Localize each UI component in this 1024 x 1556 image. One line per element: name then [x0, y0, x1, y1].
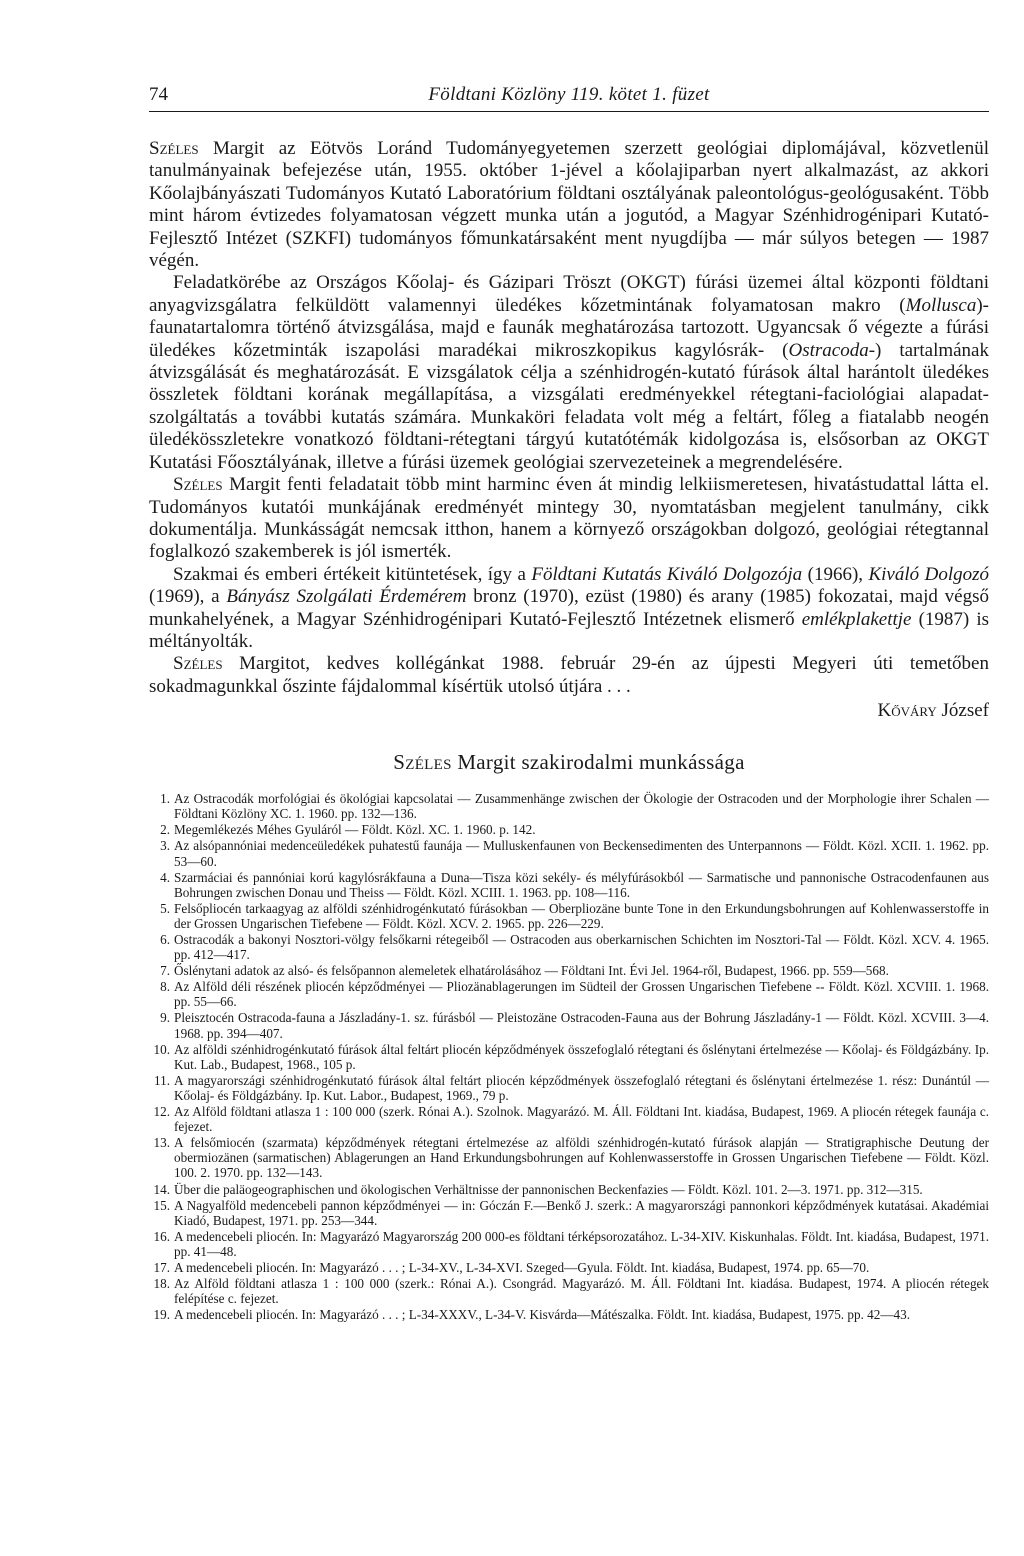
bibliography-item-number: 10. [153, 1041, 170, 1057]
bibliography-item-text: Az alföldi szénhidrogénkutató fúrások által feltárt pliocén képződmények összefoglaló rétegtani és őslénytani értelmezése — Kőolaj- és Földgázbány. Ip. Kut. Lab., Budapest, 1968., 105 p. [174, 1041, 989, 1072]
bibliography-item [153, 1041, 989, 1072]
bibliography-item-text: Az Ostracodák morfológiai és ökológiai kapcsolatai — Zusammenhänge zwischen der Ökologie der Ostracoden und der Morphologie ihrer Schalen — Földtani Közlöny XC. 1. 1960. pp. 132—136. [174, 791, 989, 822]
bibliography-item [153, 1197, 989, 1228]
italic-text: Ostracoda- [788, 339, 876, 361]
italic-text: Mollusca [905, 294, 977, 316]
signature-given-name: József [936, 700, 989, 722]
person-name: Széles [173, 653, 223, 675]
bibliography-item-number: 5. [160, 900, 170, 916]
bibliography-item-text: A medencebeli pliocén. In: Magyarázó . . . ; L-34-XXXV., L-34-V. Kisvárda—Mátészalka. Földt. Int. kiadása, Budapest, 1975. pp. 42—43. [174, 1307, 911, 1323]
bibliography-item-text: Über die paläogeographischen und ökologischen Verhältnisse der pannonischen Beckenfazies — Földt. Közl. 101. 2—3. 1971. pp. 312—315. [174, 1181, 923, 1197]
bibliography-item-text: Az Alföld földtani atlasza 1 : 100 000 (szerk. Rónai A.). Szolnok. Magyarázó. M. Áll. Földtani Int. kiadása, Budapest, 1969. A pliocén rétegek faunája c. fejezet. [174, 1104, 989, 1135]
bibliography-item [160, 979, 989, 1010]
bibliography-item [160, 963, 989, 979]
bibliography-item-number: 1. [160, 791, 170, 807]
bibliography-item-text: Felsőpliocén tarkaagyag az alföldi szénhidrogénkutató fúrásokban — Oberpliozäne bunte Tone in den Erkundungsbohrungen auf Kohlenwasserstoffe in der Grossen Ungarischen Tiefebene — Földt. Közl. XCV. 2. 1965. pp. 226—229. [174, 900, 989, 931]
body-paragraph [149, 272, 989, 474]
bibliography-item-number: 2. [160, 822, 170, 838]
bibliography-item [160, 838, 989, 869]
bibliography-item-text: Az alsópannóniai medenceüledékek puhatestű faunája — Mulluskenfaunen von Beckensedimenten des Unterpannons — Földt. Közl. XCII. 1. 1962. pp. 53—60. [174, 838, 989, 869]
page-number: 74 [149, 84, 168, 105]
document-page [149, 84, 989, 1323]
italic-text: emlékplakettje [801, 608, 912, 630]
italic-text: Kiváló Dolgozó [868, 563, 989, 585]
text-run: Szakmai és emberi értékeit kitüntetések, így a [173, 563, 532, 585]
bibliography-item [160, 791, 989, 822]
bibliography-item [153, 1104, 989, 1135]
bibliography-item-number: 8. [160, 979, 170, 995]
text-run: ) tartalmának átvizsgálását és meghatározását. E vizsgálatok célja a szénhidrogén-kutató fúrások által harántolt üledékes összletek földtani korának megállapítása, a vizsgálati eredményekkel rétegtani-faciológiai alapadat-szolgáltatás a további kutatás számára. Munkaköri feladata volt még a feltárt, főleg a fiatalabb neogén üledékösszletekre vonatkozó földtani-rétegtani tárgyú kutatótémák kidolgozása is, elsősorban az OKGT Kutatási Főosztályának, illetve a fúrási üzemek geológiai szervezeteinek a megrendelésére. [149, 339, 989, 473]
bibliography-item-text: Megemlékezés Méhes Gyuláról — Földt. Közl. XC. 1. 1960. p. 142. [174, 822, 536, 838]
italic-text: Földtani Kutatás Kiváló Dolgozója [531, 563, 803, 585]
bibliography-item-text: A magyarországi szénhidrogénkutató fúrások által feltárt pliocén képződmények összefoglaló rétegtani és őslénytani értelmezése 1. rész: Dunántúl — Kőolaj- és Földgázbány. Ip. Kut. Labor., Budapest, 1969., 79 p. [174, 1072, 989, 1103]
bibliography-heading [149, 750, 989, 775]
bibliography-item-number: 17. [153, 1259, 170, 1275]
text-run: Feladatkörébe az Országos Kőolaj- és Gázipari Tröszt (OKGT) fúrási üzemei által központi földtani anyagvizsgálatra felküldött valamennyi üledékes kőzetmintának folyamatosan makro ( [149, 272, 989, 316]
bibliography-item-text: Az Alföld földtani atlasza 1 : 100 000 (szerk.: Rónai A.). Csongrád. Magyarázó. M. Áll. Földtani Int. kiadása. Budapest, 1974. A pliocén rétegek felépítése c. fejezet. [174, 1276, 989, 1307]
bibliography-item-text: A Nagyalföld medencebeli pannon képződményei — in: Góczán F.—Benkő J. szerk.: A magyarországi pannonkori képződmények kutatásai. Akadémiai Kiadó, Budapest, 1971. pp. 253—344. [174, 1197, 989, 1228]
bibliography-item-number: 18. [153, 1276, 170, 1292]
person-name: Széles [173, 474, 223, 496]
italic-text: Bányász Szolgálati Érdemérem [226, 586, 467, 608]
bibliography-item [153, 1228, 989, 1259]
bibliography-item-text: Őslénytani adatok az alsó- és felsőpannon alemeletek elhatárolásához — Földtani Int. Évi Jel. 1964-ről, Budapest, 1966. pp. 559—568. [174, 963, 889, 979]
bibliography-heading-rest: Margit szakirodalmi munkássága [451, 750, 745, 775]
text-run: (1969), a [149, 586, 227, 608]
bibliography-heading-name: Széles [393, 750, 452, 775]
text-run: Margit az Eötvös Loránd Tudományegyetemen szerzett geológiai diplomájával, közvetlenül tanulmányainak befejezése után, 1955. október 1-jével a kőolajiparban nyert alkalmazást, az akkori Kőolajbányászati Tudományos Kutató Laboratórium földtani osztályának paleontológus-geológusaként. Több mint három évtizedes folyamatosan végzett munka után a jogutód, a Magyar Szénhidrogénipari Kutató-Fejlesztő Intézet (SZKFI) tudományos főmunkatársaként ment nyugdíjba — már súlyos betegen — 1987 végén. [149, 138, 989, 272]
body-paragraph [149, 653, 989, 698]
bibliography-item-number: 6. [160, 932, 170, 947]
bibliography-item-number: 12. [153, 1104, 170, 1120]
body-paragraph [149, 138, 989, 272]
person-name: Széles [149, 138, 199, 159]
bibliography-item-text: A medencebeli pliocén. In: Magyarázó . . . ; L-34-XV., L-34-XVI. Szeged—Gyula. Földt. Int. kiadása, Budapest, 1974. pp. 65—70. [174, 1259, 870, 1275]
bibliography-item-number: 9. [160, 1010, 170, 1026]
signature-surname: Kőváry [877, 700, 937, 722]
bibliography-item-number: 14. [153, 1181, 170, 1197]
author-signature [149, 700, 989, 722]
bibliography-item [160, 822, 989, 838]
body-paragraph [149, 564, 989, 654]
text-run: (1987) is méltányolták. [149, 608, 990, 652]
bibliography-item [160, 1010, 989, 1041]
bibliography-item [153, 1276, 989, 1307]
bibliography-item [160, 869, 989, 900]
bibliography-item-number: 4. [160, 869, 170, 885]
bibliography-item [160, 900, 989, 931]
bibliography-item-number: 11. [154, 1072, 170, 1088]
bibliography-item-text: Pleisztocén Ostracoda-fauna a Jászladány-1. sz. fúrásból — Pleistozäne Ostracoden-Fauna aus der Bohrung Jászladány-1 — Földt. Közl. XCVIII. 3—4. 1968. pp. 394—407. [174, 1010, 989, 1041]
bibliography-item-number: 16. [153, 1228, 170, 1244]
bibliography-item [153, 1259, 989, 1275]
bibliography-item [153, 1307, 989, 1323]
bibliography-item-text: A felsőmiocén (szarmata) képződmények rétegtani értelmezése az alföldi szénhidrogén-kutató fúrások alapján — Stratigraphische Deutung der obermiozänen (sarmatischen) Ablagerungen an Hand Erkundungsbohrungen auf Kohlenwasserstoffe in Grossen Ungarischen Tiefebene — Földt. Közl. 100. 2. 1970. pp. 132—143. [174, 1135, 989, 1181]
running-header [149, 84, 989, 112]
body-paragraph [149, 474, 989, 564]
bibliography-item [153, 1135, 989, 1181]
text-run: bronz (1970), ezüst (1980) és arany (1985) fokozatai, majd végső munkahelyének, a Magyar Szénhidrogénipari Kutató-Fejlesztő Intézetnek elismerő [149, 586, 989, 630]
bibliography-item-number: 3. [160, 838, 170, 854]
bibliography-item-number: 7. [160, 963, 170, 979]
text-run: )-faunatartalomra történő átvizsgálása, majd e faunák meghatározása tartozott. Ugyancsak ő végezte a fúrási üledékes kőzetminták iszapolási maradékai mikroszkopikus kagylósrák- ( [149, 294, 989, 361]
text-run: (1966), [802, 563, 869, 585]
text-run: Margit fenti feladatait több mint harminc éven át mindig lelkiismeretesen, hivatástudattal látta el. Tudományos kutatói munkájának eredményét mintegy 30, nyomtatásban megjelent tanulmány, cikk dokumentálja. Munkásságát nemcsak itthon, hanem a környező országokban dolgozó, geológiai rétegtannal foglalkozó szakemberek is jól ismerték. [149, 474, 989, 563]
bibliography-list [153, 791, 989, 1323]
bibliography-item-number: 19. [153, 1307, 170, 1323]
bibliography-item [160, 932, 989, 963]
running-title: Földtani Közlöny 119. kötet 1. füzet [428, 84, 710, 105]
bibliography-item-number: 15. [153, 1197, 170, 1213]
bibliography-item [154, 1072, 989, 1103]
text-run: Margitot, kedves kollégánkat 1988. február 29-én az újpesti Megyeri úti temetőben sokadmagunkkal őszinte fájdalommal kísértük utolsó útjára . . . [149, 653, 989, 697]
bibliography-item-text: Szarmáciai és pannóniai korú kagylósrákfauna a Duna—Tisza közi sekély- és mélyfúrásokból — Sarmatische und pannonische Ostracodenfaunen aus Bohrungen zwischen Donau und Theiss — Földt. Közl. XCIII. 1. 1963. pp. 108—116. [174, 869, 989, 900]
bibliography-item-number: 13. [153, 1135, 170, 1151]
bibliography-item [153, 1181, 989, 1197]
bibliography-item-text: A medencebeli pliocén. In: Magyarázó Magyarország 200 000-es földtani térképsorozatához. L-34-XIV. Kiskunhalas. Földt. Int. kiadása, Budapest, 1971. pp. 41—48. [174, 1228, 989, 1259]
bibliography-item-text: Ostracodák a bakonyi Nosztori-völgy felsőkarni rétegeiből — Ostracoden aus oberkarnischen Schichten im Nosztori-Tal — Földt. Közl. XCV. 4. 1965. pp. 412—417. [174, 932, 989, 963]
obituary-body [149, 138, 989, 698]
bibliography-item-text: Az Alföld déli részének pliocén képződményei — Pliozänablagerungen im Südteil der Grossen Ungarischen Tiefebene -- Földt. Közl. XCVIII. 1. 1968. pp. 55—66. [174, 979, 989, 1010]
